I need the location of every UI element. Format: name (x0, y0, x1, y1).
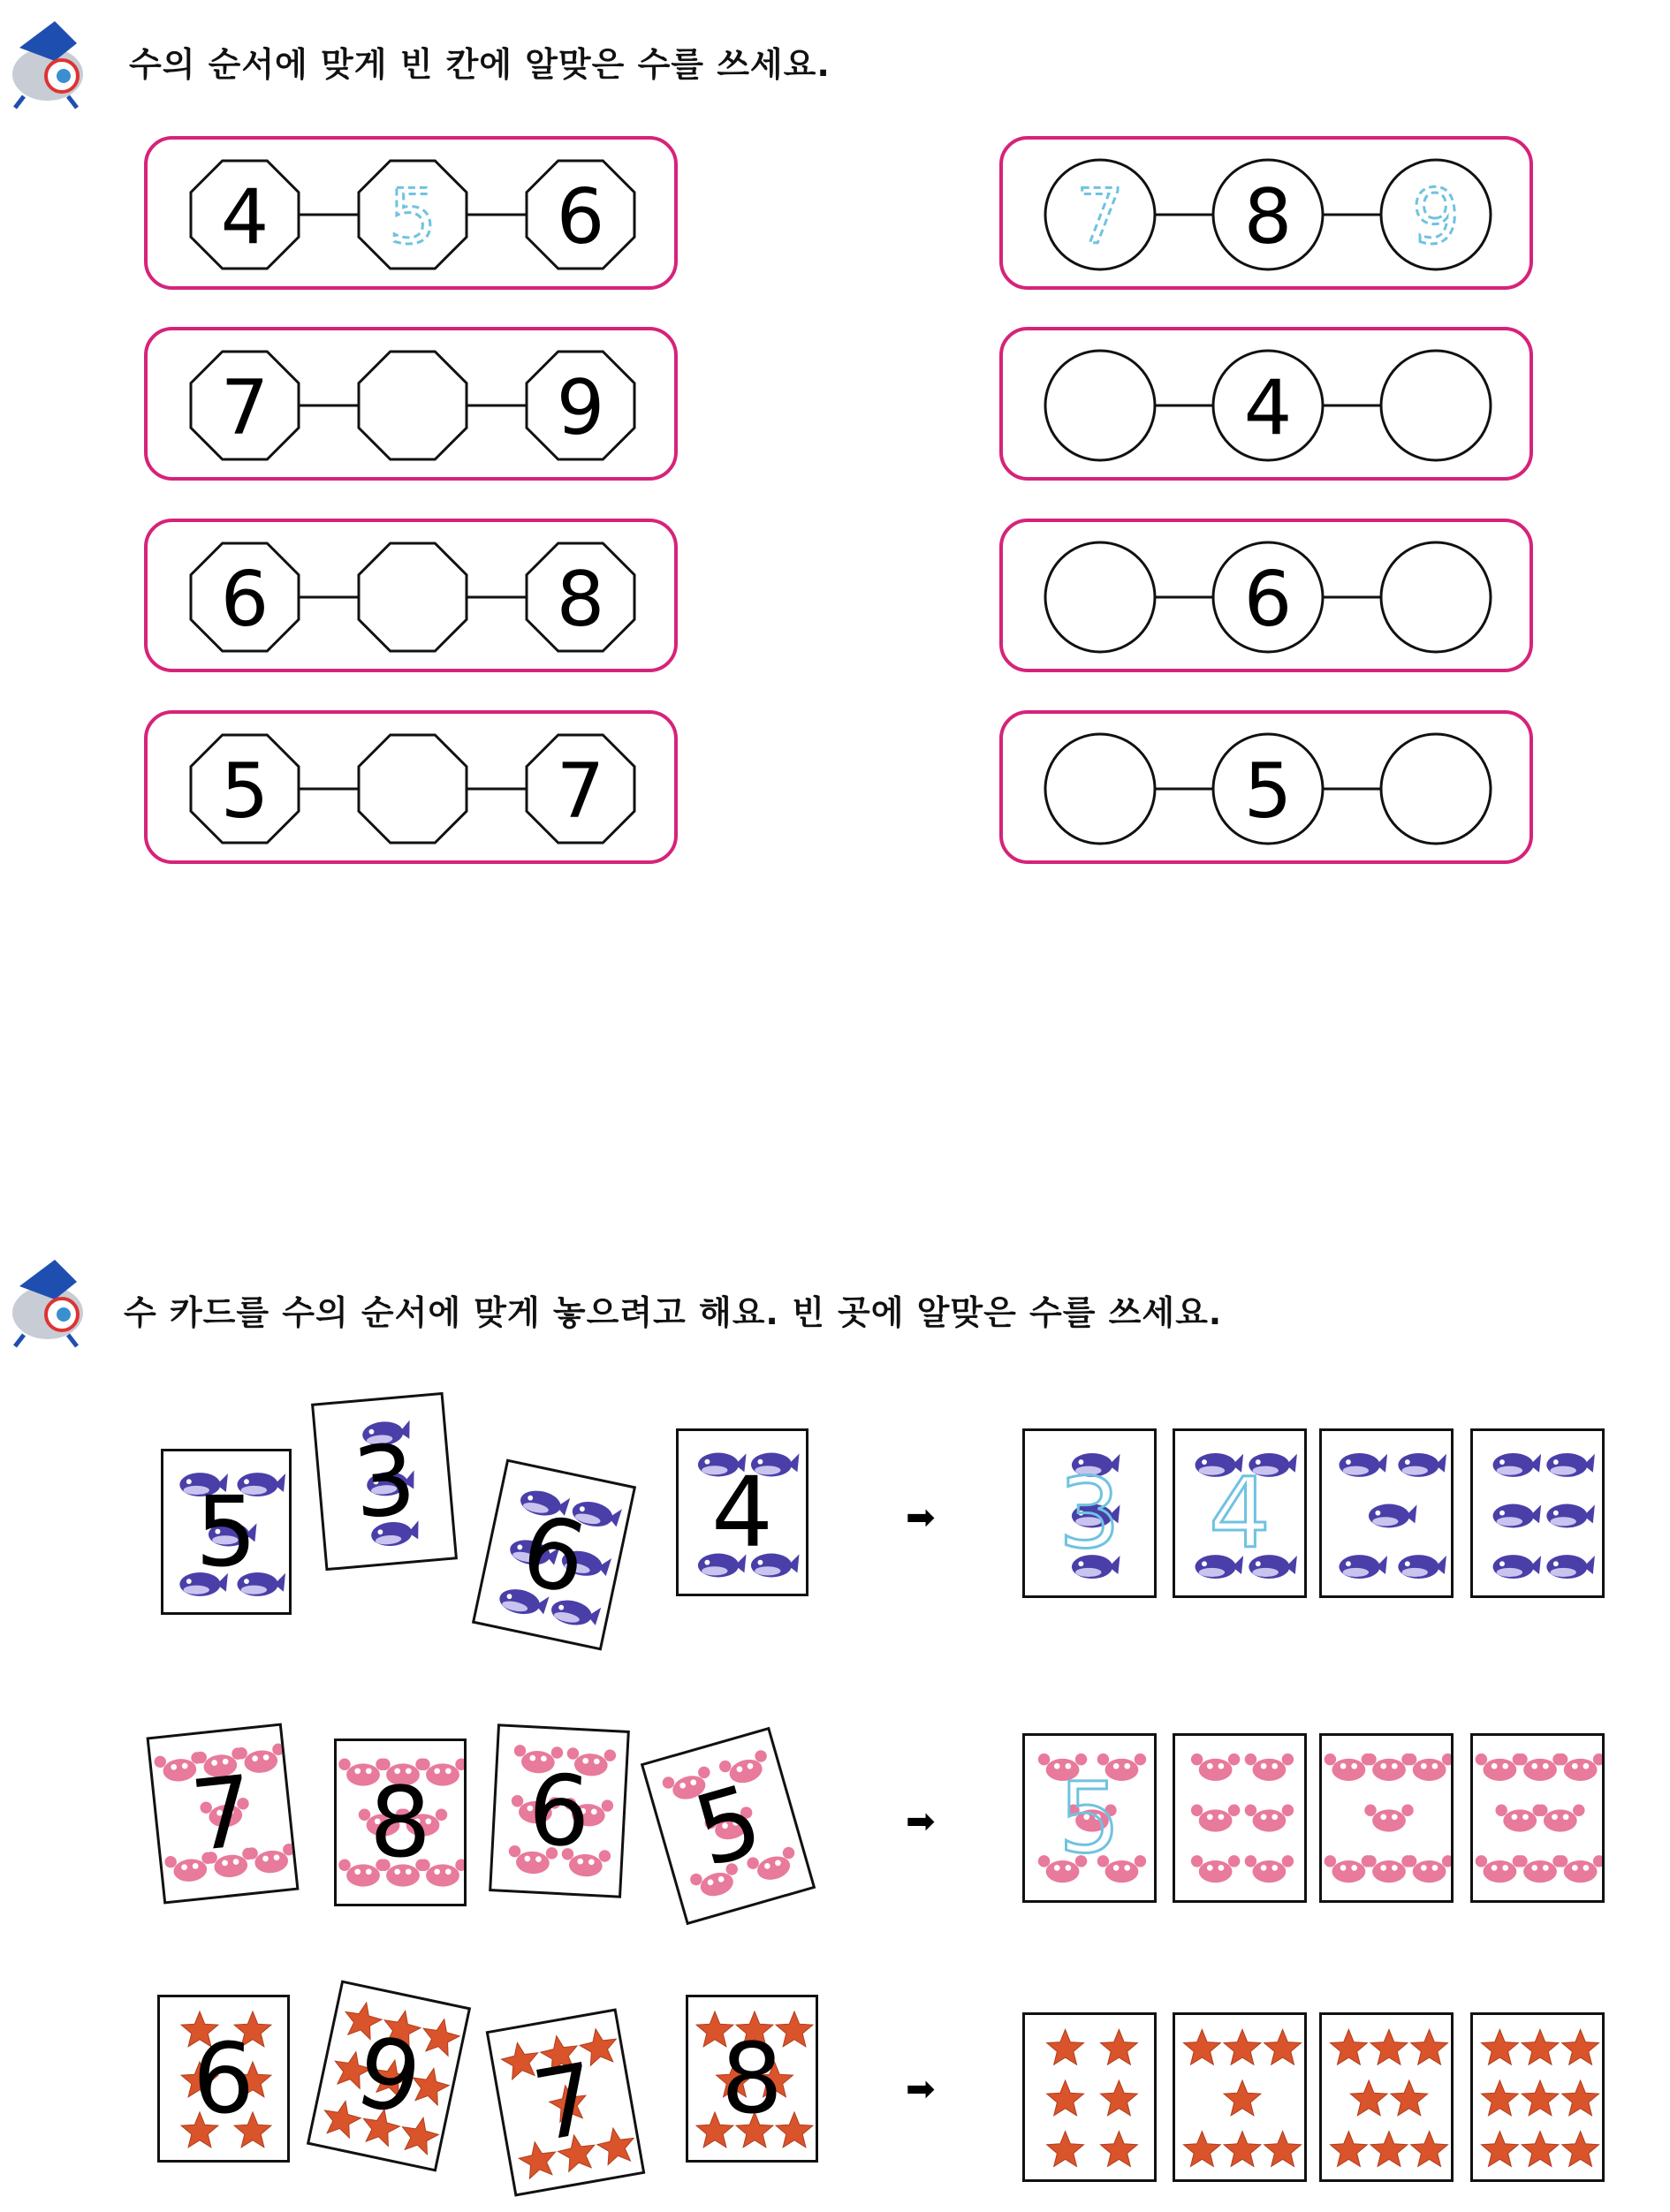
number-card (676, 1428, 808, 1596)
sequence-number: 8 (1243, 173, 1293, 261)
number-card (334, 1739, 467, 1906)
answer-card[interactable] (1319, 1428, 1454, 1598)
sequence-box (999, 136, 1533, 290)
card-number: 5 (682, 1762, 774, 1890)
card-number (1322, 1431, 1451, 1595)
sequence-number: 6 (556, 173, 605, 261)
arrow-right-icon: ➡ (906, 1801, 936, 1842)
mascot-icon (2, 12, 90, 110)
number-card (307, 1980, 471, 2171)
number-card (157, 1995, 290, 2163)
card-number (1322, 1736, 1451, 1900)
answer-blank[interactable] (359, 352, 467, 459)
sequence-number: 5 (1243, 747, 1293, 836)
sequence-box (999, 327, 1533, 481)
answer-blank[interactable] (1381, 542, 1491, 652)
arrow-right-icon: ➡ (906, 1497, 936, 1538)
number-card (146, 1723, 299, 1904)
answer-blank[interactable] (1045, 351, 1155, 460)
answer-blank[interactable] (1381, 351, 1491, 460)
card-number: 6 (193, 2022, 254, 2135)
mascot-icon (2, 1251, 90, 1348)
answer-card[interactable] (1470, 1733, 1605, 1903)
card-number (1322, 2015, 1451, 2179)
sequence-box (144, 136, 678, 290)
traced-number: 3 (1059, 1457, 1120, 1570)
answer-blank[interactable] (1381, 734, 1491, 844)
card-number: 7 (186, 1754, 260, 1874)
number-card (161, 1449, 292, 1615)
sequence-number: 7 (556, 747, 605, 836)
number-card (489, 1723, 630, 1898)
card-number: 6 (512, 1493, 596, 1617)
card-number: 3 (348, 1422, 421, 1541)
answer-card[interactable] (1173, 1733, 1307, 1903)
number-card (472, 1458, 636, 1650)
sequence-number: 9 (556, 364, 605, 452)
arrow-right-icon: ➡ (906, 2069, 936, 2110)
traced-number: 7 (1075, 173, 1125, 261)
answer-blank[interactable] (1045, 734, 1155, 844)
section1-instruction: 수의 순서에 맞게 빈 칸에 알맞은 수를 쓰세요. (129, 45, 831, 84)
answer-card[interactable] (1022, 2012, 1157, 2182)
card-number: 4 (711, 1456, 773, 1569)
sequence-number: 5 (220, 747, 269, 836)
card-number (1175, 1736, 1304, 1900)
traced-number: 4 (1209, 1457, 1271, 1570)
answer-card[interactable] (1470, 1428, 1605, 1598)
sequence-number: 7 (220, 364, 269, 452)
answer-card[interactable] (1022, 1733, 1157, 1903)
answer-card[interactable] (1470, 2012, 1605, 2182)
sequence-box (999, 519, 1533, 672)
answer-card[interactable] (1022, 1428, 1157, 1598)
sequence-box (144, 519, 678, 672)
sequence-number: 6 (1243, 556, 1293, 644)
card-number (1175, 2015, 1304, 2179)
answer-card[interactable] (1173, 2012, 1307, 2182)
sequence-box (144, 327, 678, 481)
sequence-number: 4 (220, 173, 269, 261)
card-number: 5 (195, 1475, 257, 1588)
traced-number: 9 (1411, 173, 1461, 261)
card-number: 9 (346, 2014, 431, 2138)
answer-blank[interactable] (1045, 542, 1155, 652)
number-card (641, 1727, 816, 1926)
card-number: 8 (721, 2022, 783, 2135)
answer-card[interactable] (1319, 2012, 1454, 2182)
answer-card[interactable] (1173, 1428, 1307, 1598)
card-number (1473, 1431, 1602, 1595)
card-number (1025, 2015, 1154, 2179)
answer-card[interactable] (1319, 1733, 1454, 1903)
traced-number: 5 (388, 173, 437, 261)
card-number: 6 (525, 1753, 594, 1869)
number-card (486, 2008, 646, 2196)
card-number (1473, 2015, 1602, 2179)
section2-instruction: 수 카드를 수의 순서에 맞게 놓으려고 해요. 빈 곳에 알맞은 수를 쓰세요. (124, 1293, 1223, 1332)
sequence-number: 8 (556, 556, 605, 644)
card-number: 8 (369, 1766, 431, 1879)
traced-number: 5 (1059, 1761, 1120, 1875)
card-number (1473, 1736, 1602, 1900)
number-card (686, 1995, 818, 2163)
answer-blank[interactable] (359, 735, 467, 843)
sequence-number: 6 (220, 556, 269, 644)
sequence-box (999, 710, 1533, 864)
number-card (311, 1392, 458, 1571)
card-number: 7 (525, 2041, 606, 2164)
sequence-number: 4 (1243, 364, 1293, 452)
sequence-box (144, 710, 678, 864)
answer-blank[interactable] (359, 543, 467, 651)
